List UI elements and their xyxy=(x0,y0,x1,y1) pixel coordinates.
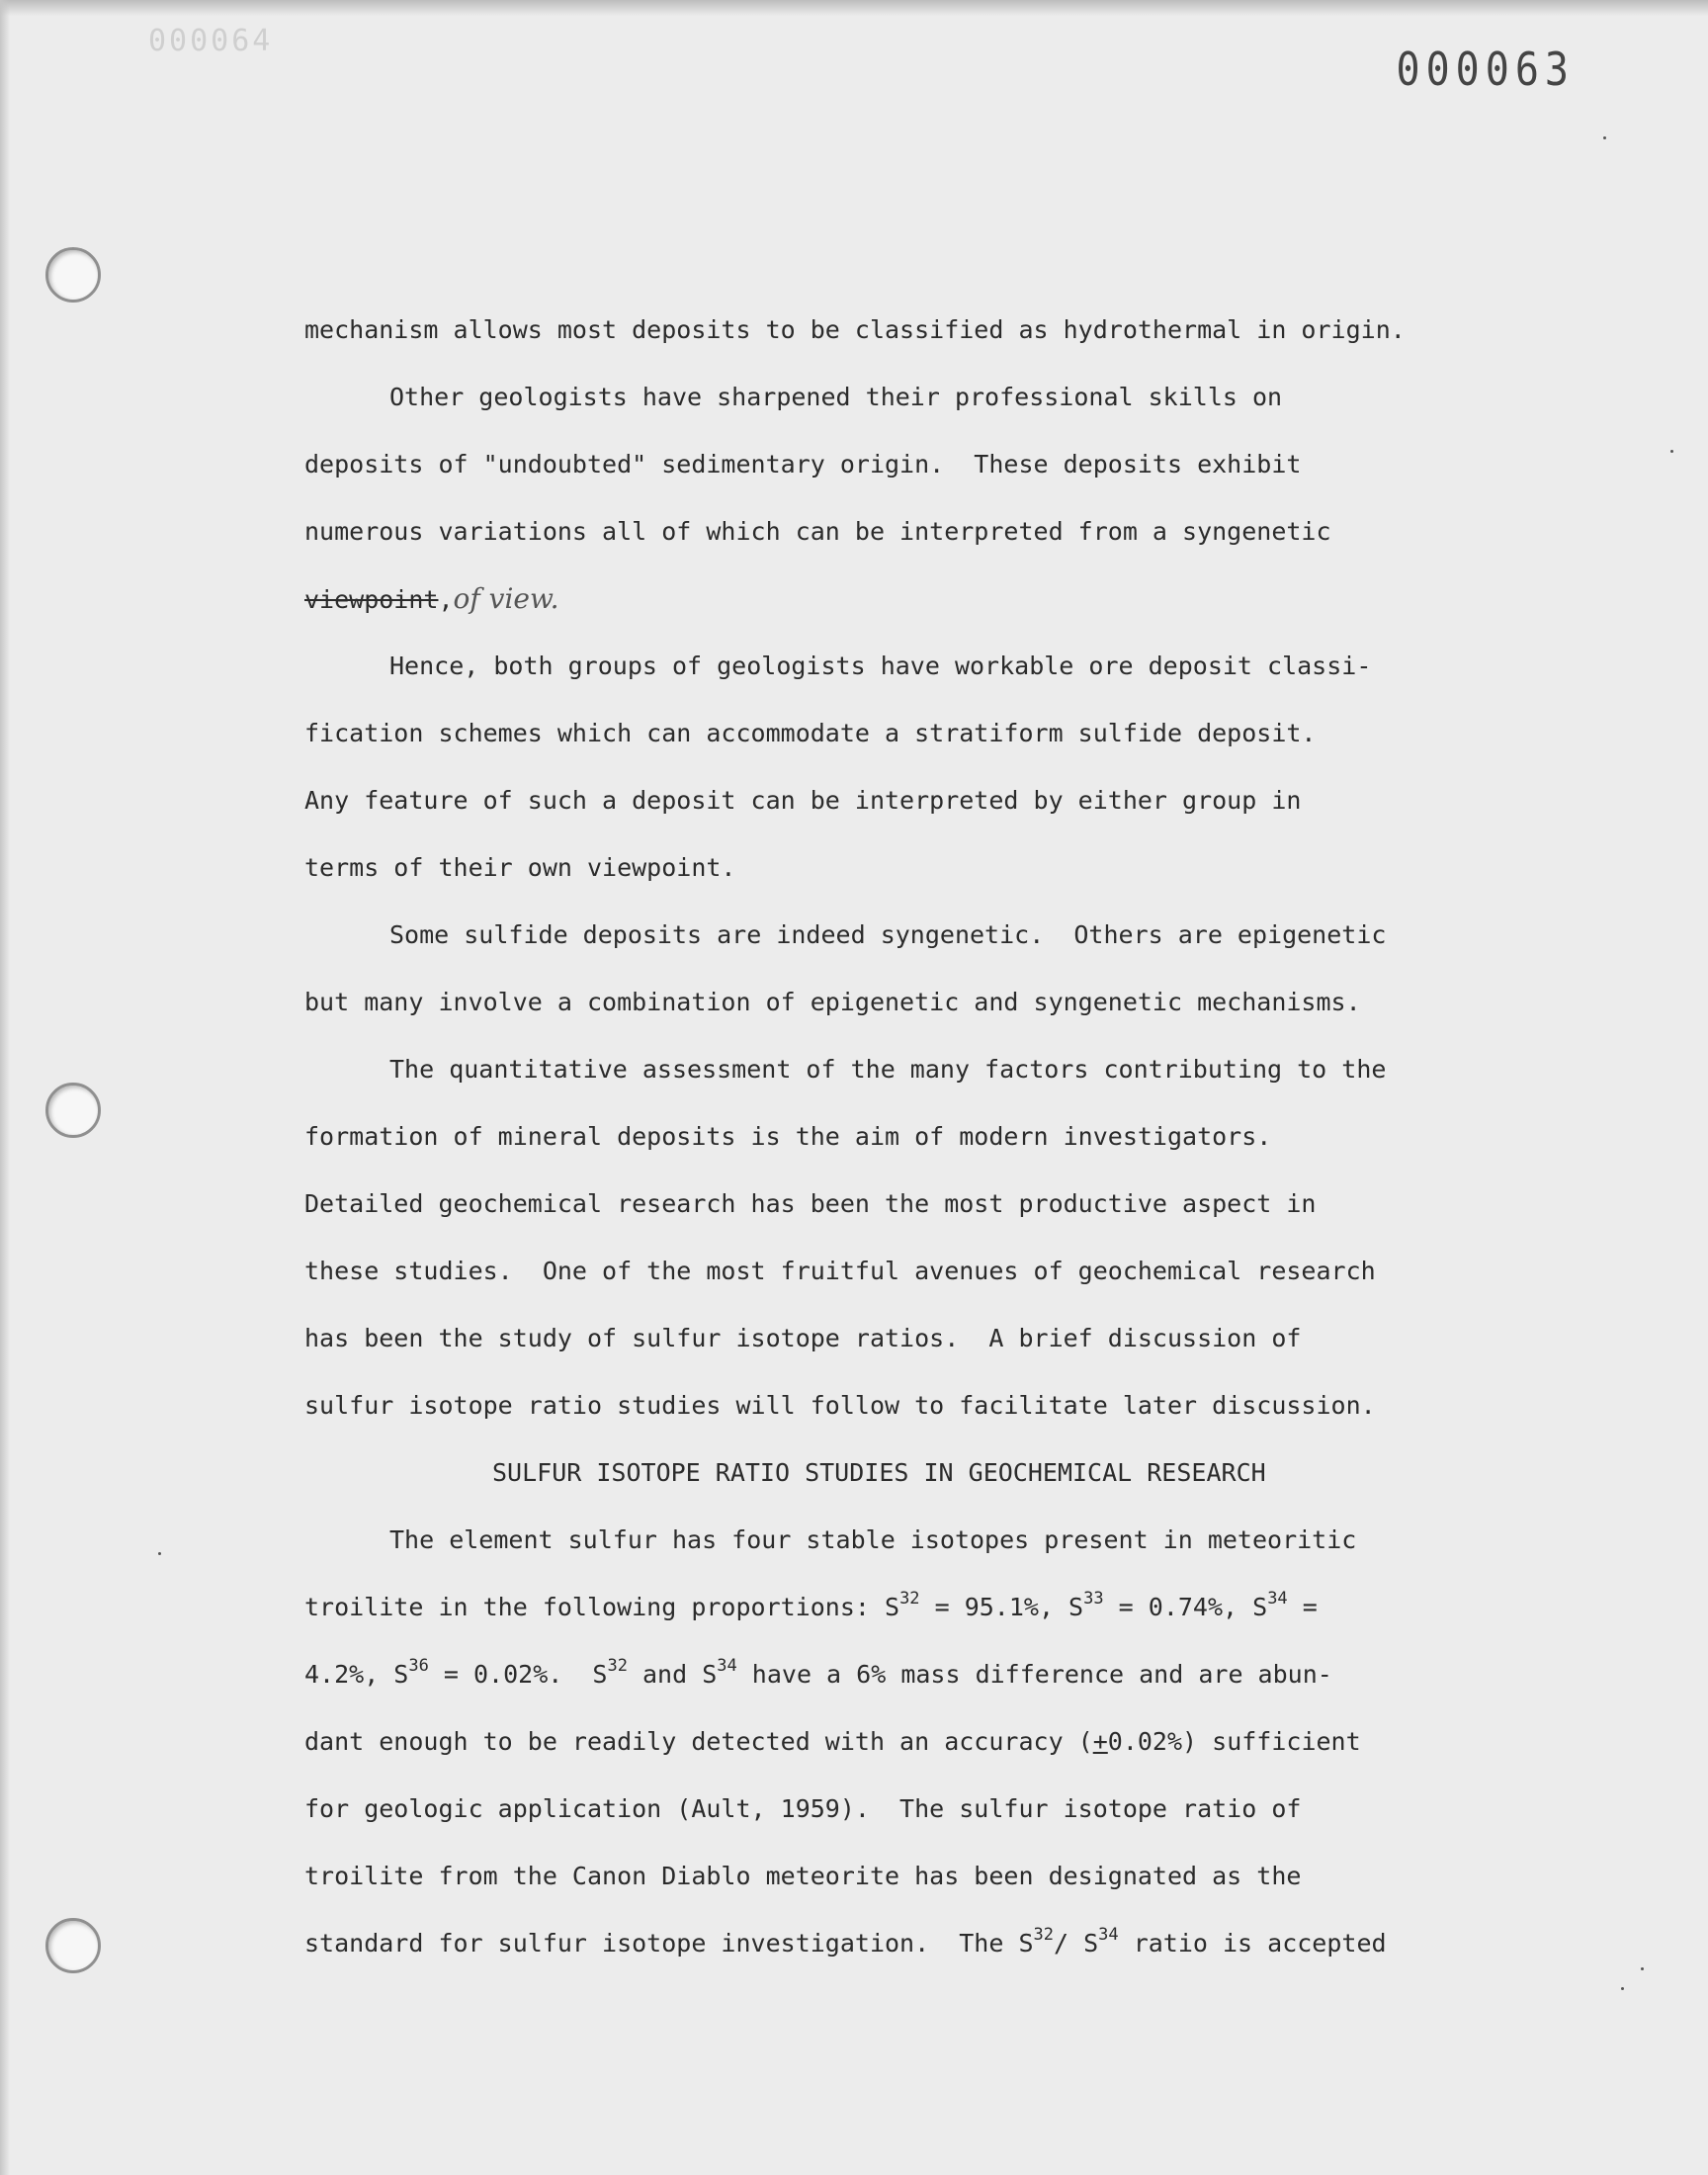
text-line: deposits of "undoubted" sedimentary origin. These deposits exhibit xyxy=(304,450,1302,478)
superscript: 32 xyxy=(1033,1925,1054,1945)
punch-hole-top xyxy=(45,247,101,303)
superscript: 34 xyxy=(717,1656,737,1676)
page-number: 000063 xyxy=(1396,44,1575,97)
punch-hole-middle xyxy=(45,1083,101,1138)
text-segment: troilite in the following proportions: S xyxy=(304,1593,900,1621)
text-line: has been the study of sulfur isotope ratios. A brief discussion of xyxy=(304,1324,1302,1352)
text-line-isotopes xyxy=(304,1641,1550,1708)
text-line: Some sulfide deposits are indeed syngenetic. Others are epigenetic xyxy=(389,920,1387,949)
text-line: troilite from the Canon Diablo meteorite has been designated as the xyxy=(304,1862,1302,1890)
text-line: Other geologists have sharpened their professional skills on xyxy=(389,383,1283,411)
comma: , xyxy=(438,585,454,614)
superscript: 34 xyxy=(1098,1925,1119,1945)
punch-hole-bottom xyxy=(45,1918,101,1973)
scan-left-edge xyxy=(0,0,10,2175)
superscript: 32 xyxy=(607,1656,628,1676)
scan-top-shadow xyxy=(0,0,1708,16)
text-line: The quantitative assessment of the many factors contributing to the xyxy=(389,1055,1387,1084)
text-line-correction xyxy=(304,566,1550,633)
text-line-isotopes xyxy=(304,1574,1550,1641)
superscript: 34 xyxy=(1267,1589,1288,1609)
text-line-ratio xyxy=(304,1910,1550,1977)
text-line: numerous variations all of which can be interpreted from a syngenetic xyxy=(304,517,1331,546)
text-line: mechanism allows most deposits to be classified as hydrothermal in origin. xyxy=(304,315,1406,344)
text-segment: 4.2%, S xyxy=(304,1660,409,1689)
text-segment: standard for sulfur isotope investigation. The S xyxy=(304,1929,1034,1958)
text-segment: = xyxy=(1287,1593,1318,1621)
text-line xyxy=(304,1708,1550,1776)
text-line: formation of mineral deposits is the aim of modern investigators. xyxy=(304,1122,1272,1151)
text-segment: = 0.02%. S xyxy=(428,1660,608,1689)
scan-speck xyxy=(1641,1967,1644,1970)
scan-speck xyxy=(1603,136,1606,139)
text-segment: and S xyxy=(627,1660,718,1689)
section-heading: SULFUR ISOTOPE RATIO STUDIES IN GEOCHEMICAL RESEARCH xyxy=(492,1458,1266,1487)
handwritten-correction: of view. xyxy=(453,582,559,615)
text-segment: = 95.1%, S xyxy=(919,1593,1084,1621)
scan-speck xyxy=(1670,450,1673,453)
text-line: fication schemes which can accommodate a stratiform sulfide deposit. xyxy=(304,719,1317,747)
superscript: 33 xyxy=(1083,1589,1104,1609)
text-line: Detailed geochemical research has been the most productive aspect in xyxy=(304,1189,1317,1218)
text-segment: have a 6% mass difference and are abun- xyxy=(736,1660,1332,1689)
text-segment: / S xyxy=(1054,1929,1099,1958)
text-line: Hence, both groups of geologists have workable ore deposit classi- xyxy=(389,652,1372,680)
superscript: 36 xyxy=(408,1656,429,1676)
text-segment: ratio is accepted xyxy=(1118,1929,1387,1958)
text-segment: = 0.74%, S xyxy=(1103,1593,1268,1621)
text-line: but many involve a combination of epigenetic and syngenetic mechanisms. xyxy=(304,988,1361,1016)
text-line: Any feature of such a deposit can be interpreted by either group in xyxy=(304,786,1302,815)
scan-speck xyxy=(158,1552,161,1555)
struck-word: viewpoint xyxy=(304,585,439,614)
text-segment: 0.02%) sufficient xyxy=(1107,1727,1361,1756)
text-line: sulfur isotope ratio studies will follow to facilitate later discussion. xyxy=(304,1391,1376,1420)
text-line: terms of their own viewpoint. xyxy=(304,853,736,882)
body-text xyxy=(304,297,1550,1977)
bleed-through-number: 000064 xyxy=(148,24,274,58)
text-line: The element sulfur has four stable isotopes present in meteoritic xyxy=(389,1525,1357,1554)
scan-speck xyxy=(1621,1987,1624,1990)
text-line: for geologic application (Ault, 1959). The sulfur isotope ratio of xyxy=(304,1794,1302,1823)
text-line: these studies. One of the most fruitful avenues of geochemical research xyxy=(304,1257,1376,1285)
plus-minus-sign: + xyxy=(1092,1727,1108,1756)
superscript: 32 xyxy=(899,1589,920,1609)
text-segment: dant enough to be readily detected with an accuracy ( xyxy=(304,1727,1093,1756)
